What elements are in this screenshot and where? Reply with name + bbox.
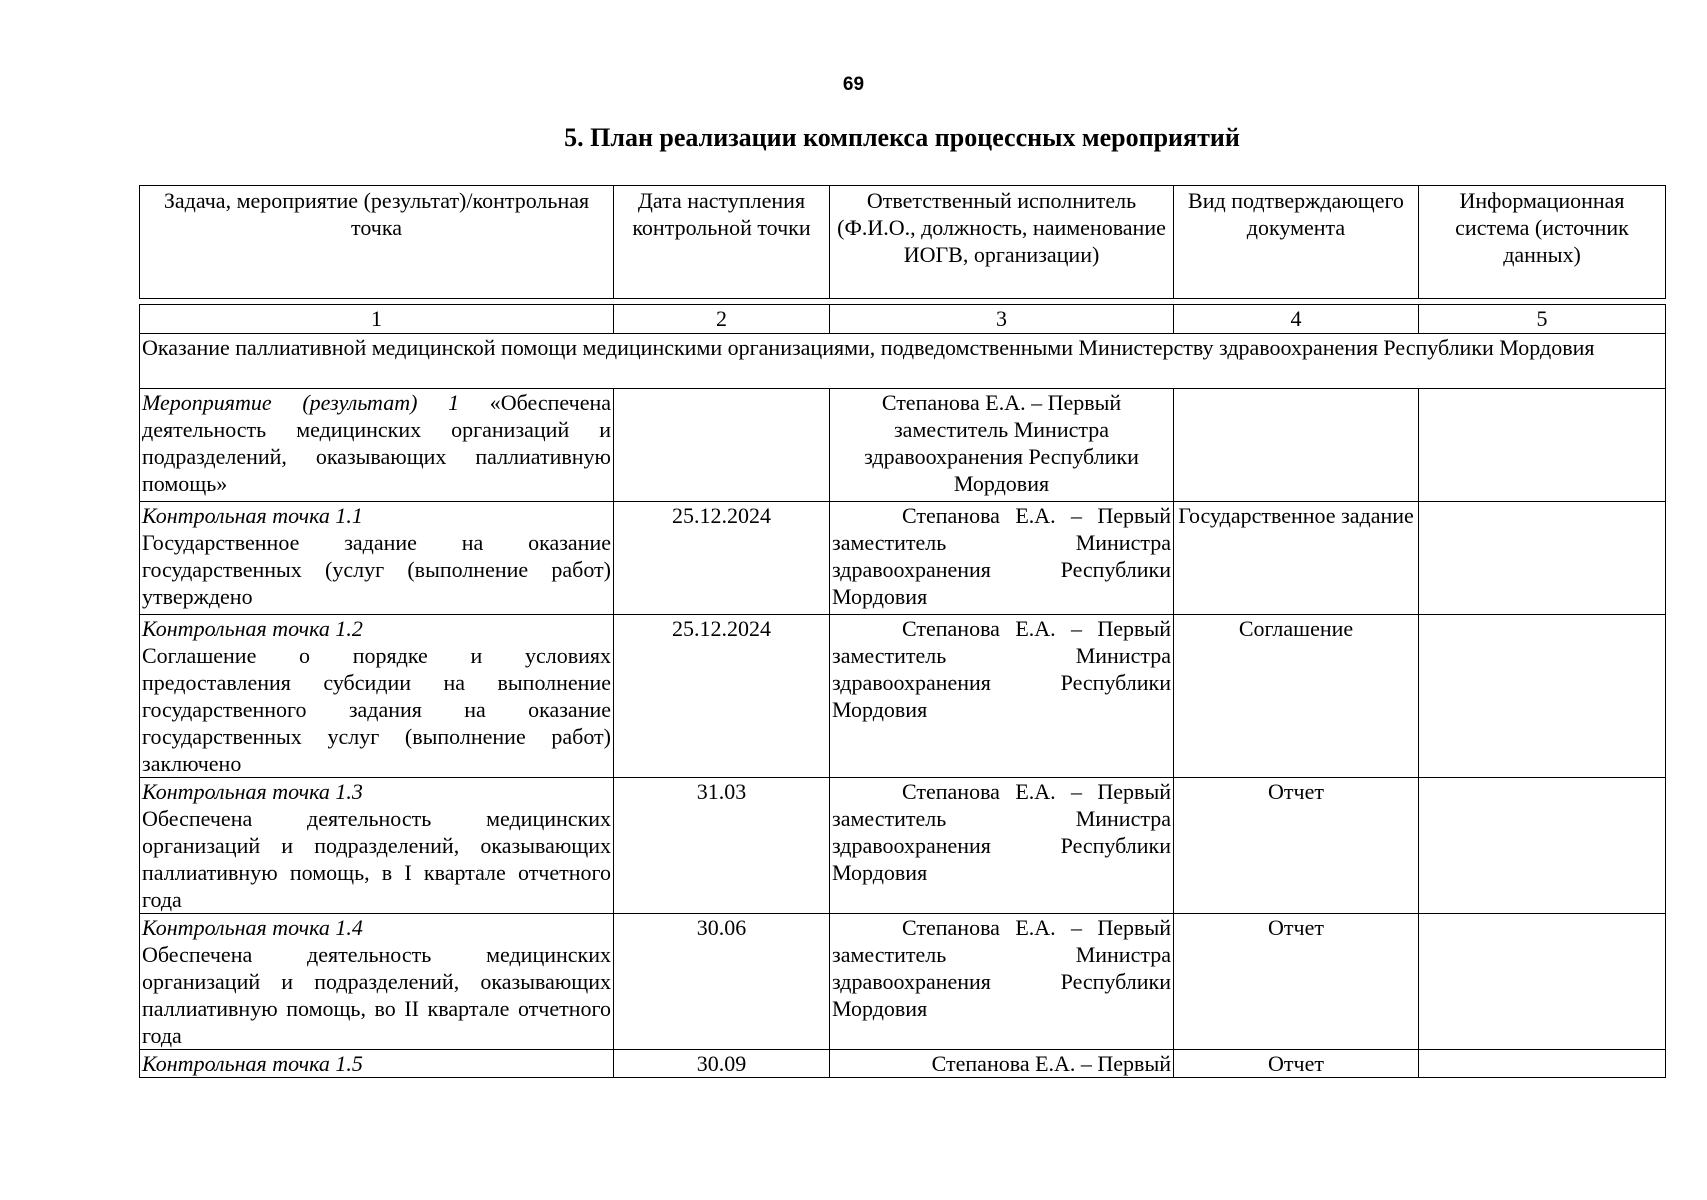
task-cell <box>140 389 614 502</box>
date-cell: 25.12.2024 <box>614 615 830 778</box>
row-text: Государственное задание на оказание государственных (услуг (выполнение работ) утверждено <box>142 530 611 609</box>
date-cell: 31.03 <box>614 778 830 914</box>
document-cell: Отчет <box>1174 914 1419 1050</box>
system-cell <box>1419 389 1666 502</box>
system-cell <box>1419 778 1666 914</box>
task-cell <box>140 502 614 615</box>
task-cell <box>140 914 614 1050</box>
date-cell: 30.06 <box>614 914 830 1050</box>
executor-cell: Степанова Е.А. – Первый <box>830 1050 1174 1078</box>
row-text: «Обеспечена деятельность медицинских организаций и подразделений, оказывающих паллиативную помощь» <box>142 390 611 496</box>
system-cell <box>1419 914 1666 1050</box>
column-number: 2 <box>614 305 830 334</box>
column-number: 3 <box>830 305 1174 334</box>
document-cell: Отчет <box>1174 1050 1419 1078</box>
document-title: 5. План реализации комплекса процессных мероприятий <box>564 123 1240 152</box>
section-heading: Оказание паллиативной медицинской помощи медицинскими организациями, подведомственными Министерству здравоохранения Республики Мордовия <box>140 334 1666 389</box>
task-cell <box>140 615 614 778</box>
header-system: Информационная система (источник данных) <box>1419 186 1666 299</box>
row-label: Контрольная точка 1.1 <box>142 503 363 528</box>
date-cell <box>614 389 830 502</box>
row-text: Обеспечена деятельность медицинских организаций и подразделений, оказывающих паллиативную помощь, в I квартале отчетного года <box>142 806 611 912</box>
system-cell <box>1419 615 1666 778</box>
section-row <box>140 334 1666 389</box>
header-date: Дата наступления контрольной точки <box>614 186 830 299</box>
task-cell <box>140 778 614 914</box>
row-label: Контрольная точка 1.4 <box>142 915 363 940</box>
document-cell: Отчет <box>1174 778 1419 914</box>
table-row <box>140 1050 1666 1078</box>
task-cell <box>140 1050 614 1078</box>
executor-cell: Степанова Е.А. – Первый заместитель Министра здравоохранения Республики Мордовия <box>830 615 1174 778</box>
date-cell: 30.09 <box>614 1050 830 1078</box>
table-row <box>140 778 1666 914</box>
executor-cell: Степанова Е.А. – Первый заместитель Министра здравоохранения Республики Мордовия <box>830 778 1174 914</box>
header-executor: Ответственный исполнитель (Ф.И.О., должность, наименование ИОГВ, организации) <box>830 186 1174 299</box>
header-task: Задача, мероприятие (результат)/контрольная точка <box>140 186 614 299</box>
document-cell <box>1174 389 1419 502</box>
row-label: Контрольная точка 1.2 <box>142 616 363 641</box>
page-number: 69 <box>842 74 865 95</box>
header-table <box>139 185 1666 299</box>
row-text: Обеспечена деятельность медицинских организаций и подразделений, оказывающих паллиативную помощь, во II квартале отчетного года <box>142 942 611 1048</box>
header-row <box>140 186 1666 299</box>
plan-table <box>139 304 1666 1078</box>
system-cell <box>1419 1050 1666 1078</box>
system-cell <box>1419 502 1666 615</box>
document-cell: Государственное задание <box>1174 502 1419 615</box>
table-row <box>140 615 1666 778</box>
date-cell: 25.12.2024 <box>614 502 830 615</box>
executor-cell: Степанова Е.А. – Первый заместитель Министра здравоохранения Республики Мордовия <box>830 502 1174 615</box>
executor-cell: Степанова Е.А. – Первый заместитель Министра здравоохранения Республики Мордовия <box>830 389 1174 502</box>
row-label: Контрольная точка 1.3 <box>142 779 363 804</box>
column-number: 5 <box>1419 305 1666 334</box>
column-numbers-row <box>140 305 1666 334</box>
row-label: Контрольная точка 1.5 <box>142 1051 363 1076</box>
table-row <box>140 914 1666 1050</box>
table-row <box>140 502 1666 615</box>
table-row <box>140 389 1666 502</box>
row-label: Мероприятие (результат) 1 <box>142 390 460 415</box>
row-text: Соглашение о порядке и условиях предоставления субсидии на выполнение государственного задания на оказание государственных услуг (выполнение работ) заключено <box>142 643 611 776</box>
header-document: Вид подтверждающего документа <box>1174 186 1419 299</box>
document-cell: Соглашение <box>1174 615 1419 778</box>
column-number: 4 <box>1174 305 1419 334</box>
executor-cell: Степанова Е.А. – Первый заместитель Министра здравоохранения Республики Мордовия <box>830 914 1174 1050</box>
column-number: 1 <box>140 305 614 334</box>
